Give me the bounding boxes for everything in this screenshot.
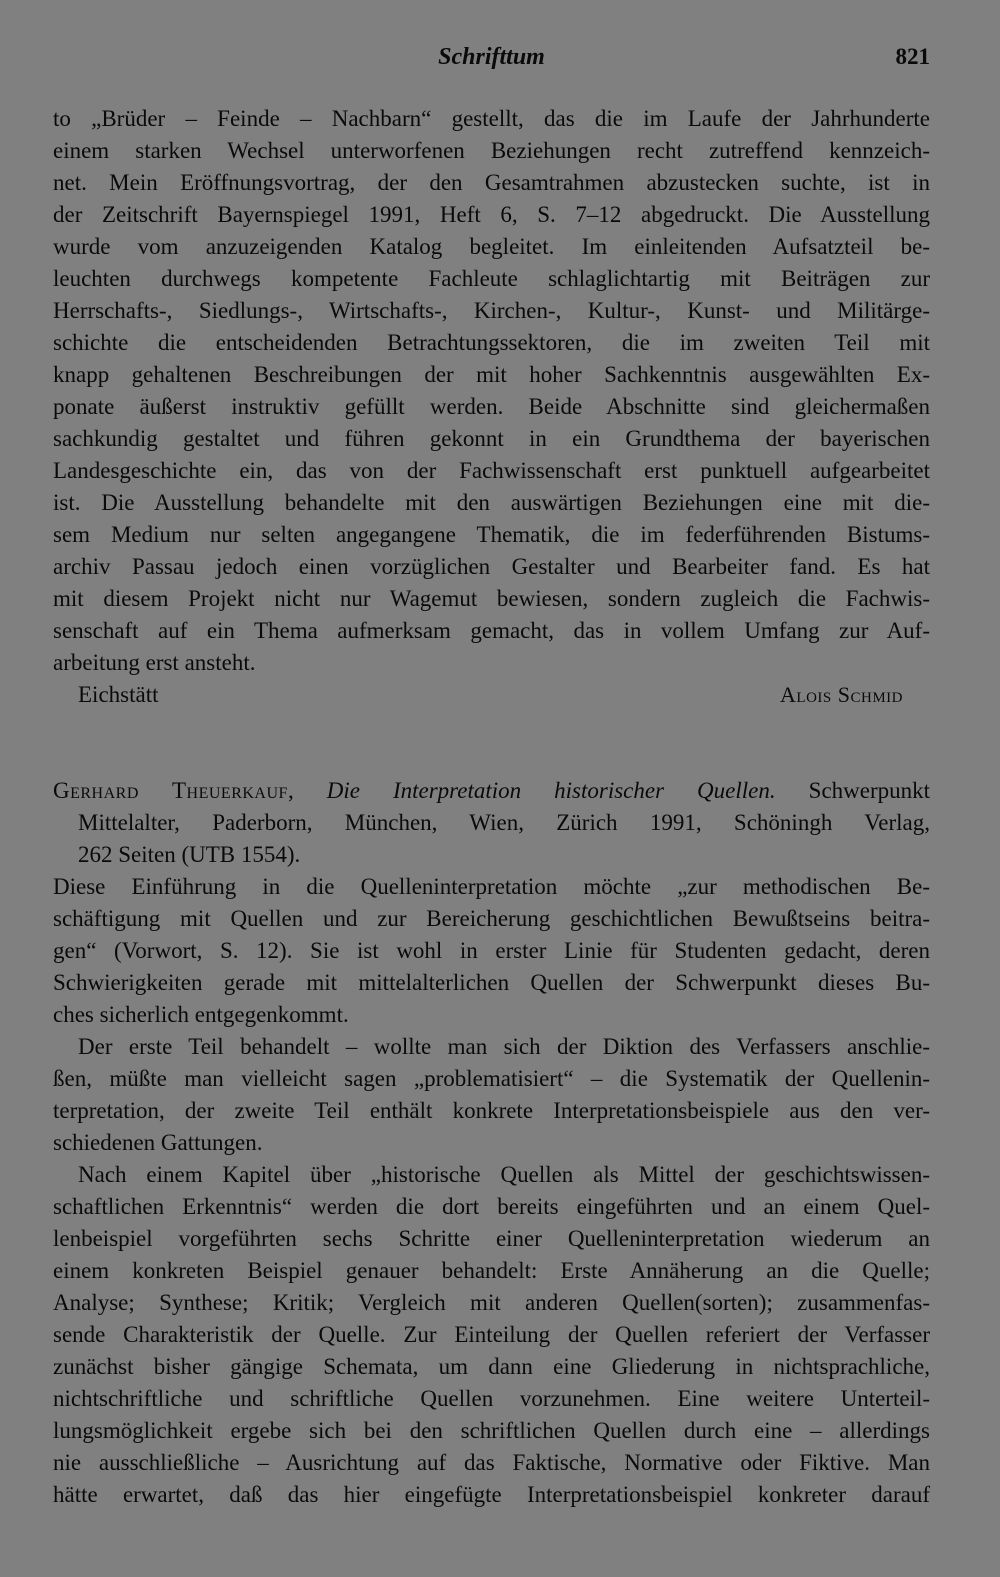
text-line: to „Brüder – Feinde – Nachbarn“ gestellt, das die im Laufe der Jahrhunderte [53,106,930,131]
text-line: nie ausschließliche – Ausrichtung auf das Faktische, Normative oder Fiktive. Man [53,1450,930,1475]
text-line: Landesgeschichte ein, das von der Fachwissenschaft erst punktuell aufgearbeitet [53,458,930,483]
text-line: lenbeispiel vorgeführten sechs Schritte einer Quelleninterpretation wiederum an [53,1226,930,1251]
text-line: Nach einem Kapitel über „historische Quellen als Mittel der geschichtswissen- [78,1162,930,1187]
text-line: schaftlichen Erkenntnis“ werden die dort bereits eingeführten und an einem Quel- [53,1194,930,1219]
text-line: hätte erwartet, daß das hier eingefügte Interpretationsbeispiel konkreter darauf [53,1482,930,1507]
citation-line: Gerhard Theuerkauf, Die Interpretation historischer Quellen. Schwerpunkt [53,778,931,803]
review-place: Eichstätt [78,682,159,707]
text-line: der Zeitschrift Bayernspiegel 1991, Heft 6, S. 7–12 abgedruckt. Die Ausstellung [53,202,930,227]
text-line: schiedenen Gattungen. [53,1130,263,1155]
text-line: terpretation, der zweite Teil enthält konkrete Interpretationsbeispiele aus den ver- [53,1098,930,1123]
text-line: gen“ (Vorwort, S. 12). Sie ist wohl in erster Linie für Studenten gedacht, deren [53,938,930,963]
text-line: archiv Passau jedoch einen vorzüglichen Gestalter und Bearbeiter fand. Es hat [53,554,930,579]
text-line: Diese Einführung in die Quelleninterpretation möchte „zur methodischen Be- [53,874,930,899]
text-line: leuchten durchwegs kompetente Fachleute schlaglichtartig mit Beiträgen zur [53,266,930,291]
text-line: sachkundig gestaltet und führen gekonnt in ein Grundthema der bayerischen [53,426,930,451]
text-line: einem konkreten Beispiel genauer behandelt: Erste Annäherung an die Quelle; [53,1258,930,1283]
text-line: Der erste Teil behandelt – wollte man sich der Diktion des Verfassers anschlie- [78,1034,930,1059]
citation-line: Mittelalter, Paderborn, München, Wien, Zürich 1991, Schöningh Verlag, [78,810,930,835]
book-subtitle: Schwerpunkt [808,778,931,803]
text-line: ist. Die Ausstellung behandelte mit den auswärtigen Beziehungen eine mit die- [53,490,930,515]
book-author: Gerhard Theuerkauf [53,778,288,803]
text-line: ponate äußerst instruktiv gefüllt werden. Beide Abschnitte sind gleichermaßen [53,394,930,419]
text-line: Herrschafts-, Siedlungs-, Wirtschafts-, Kirchen-, Kultur-, Kunst- und Militärge- [53,298,930,323]
text-line: arbeitung erst ansteht. [53,650,256,675]
text-line: lungsmöglichkeit ergebe sich bei den schriftlichen Quellen durch eine – allerdings [53,1418,930,1443]
text-line: ches sicherlich entgegenkommt. [53,1002,349,1027]
text-line: sende Charakteristik der Quelle. Zur Einteilung der Quellen referiert der Verfasser [53,1322,930,1347]
reviewer-name: Alois Schmid [780,682,903,707]
book-title: Die Interpretation historischer Quellen. [326,778,776,803]
citation-line: 262 Seiten (UTB 1554). [78,842,301,867]
text-line: sem Medium nur selten angegangene Thematik, die im federführenden Bistums- [53,522,930,547]
text-line: ßen, müßte man vielleicht sagen „problematisiert“ – die Systematik der Quellenin- [53,1066,930,1091]
text-line: Schwierigkeiten gerade mit mittelalterlichen Quellen der Schwerpunkt dieses Bu- [53,970,930,995]
running-title: Schrifttum [438,44,545,70]
text-line: einem starken Wechsel unterworfenen Beziehungen recht zutreffend kennzeich- [53,138,930,163]
text-line: zunächst bisher gängige Schemata, um dann eine Gliederung in nichtsprachliche, [53,1354,930,1379]
page-number: 821 [895,44,930,69]
text-line: mit diesem Projekt nicht nur Wagemut bewiesen, sondern zugleich die Fachwis- [53,586,930,611]
text-line: wurde vom anzuzeigenden Katalog begleitet. Im einleitenden Aufsatzteil be- [53,234,930,259]
running-head [53,40,930,74]
text-line: net. Mein Eröffnungsvortrag, der den Gesamtrahmen abzustecken suchte, ist in [53,170,930,195]
text-line: schäftigung mit Quellen und zur Bereicherung geschichtlichen Bewußtseins beitra- [53,906,930,931]
text-line: schichte die entscheidenden Betrachtungssektoren, die im zweiten Teil mit [53,330,930,355]
text-line: senschaft auf ein Thema aufmerksam gemacht, das in vollem Umfang zur Auf- [53,618,930,643]
text-line: Analyse; Synthese; Kritik; Vergleich mit anderen Quellen(sorten); zusammenfas- [53,1290,930,1315]
text-line: nichtschriftliche und schriftliche Quellen vorzunehmen. Eine weitere Unterteil- [53,1386,930,1411]
text-line: knapp gehaltenen Beschreibungen der mit hoher Sachkenntnis ausgewählten Ex- [53,362,930,387]
